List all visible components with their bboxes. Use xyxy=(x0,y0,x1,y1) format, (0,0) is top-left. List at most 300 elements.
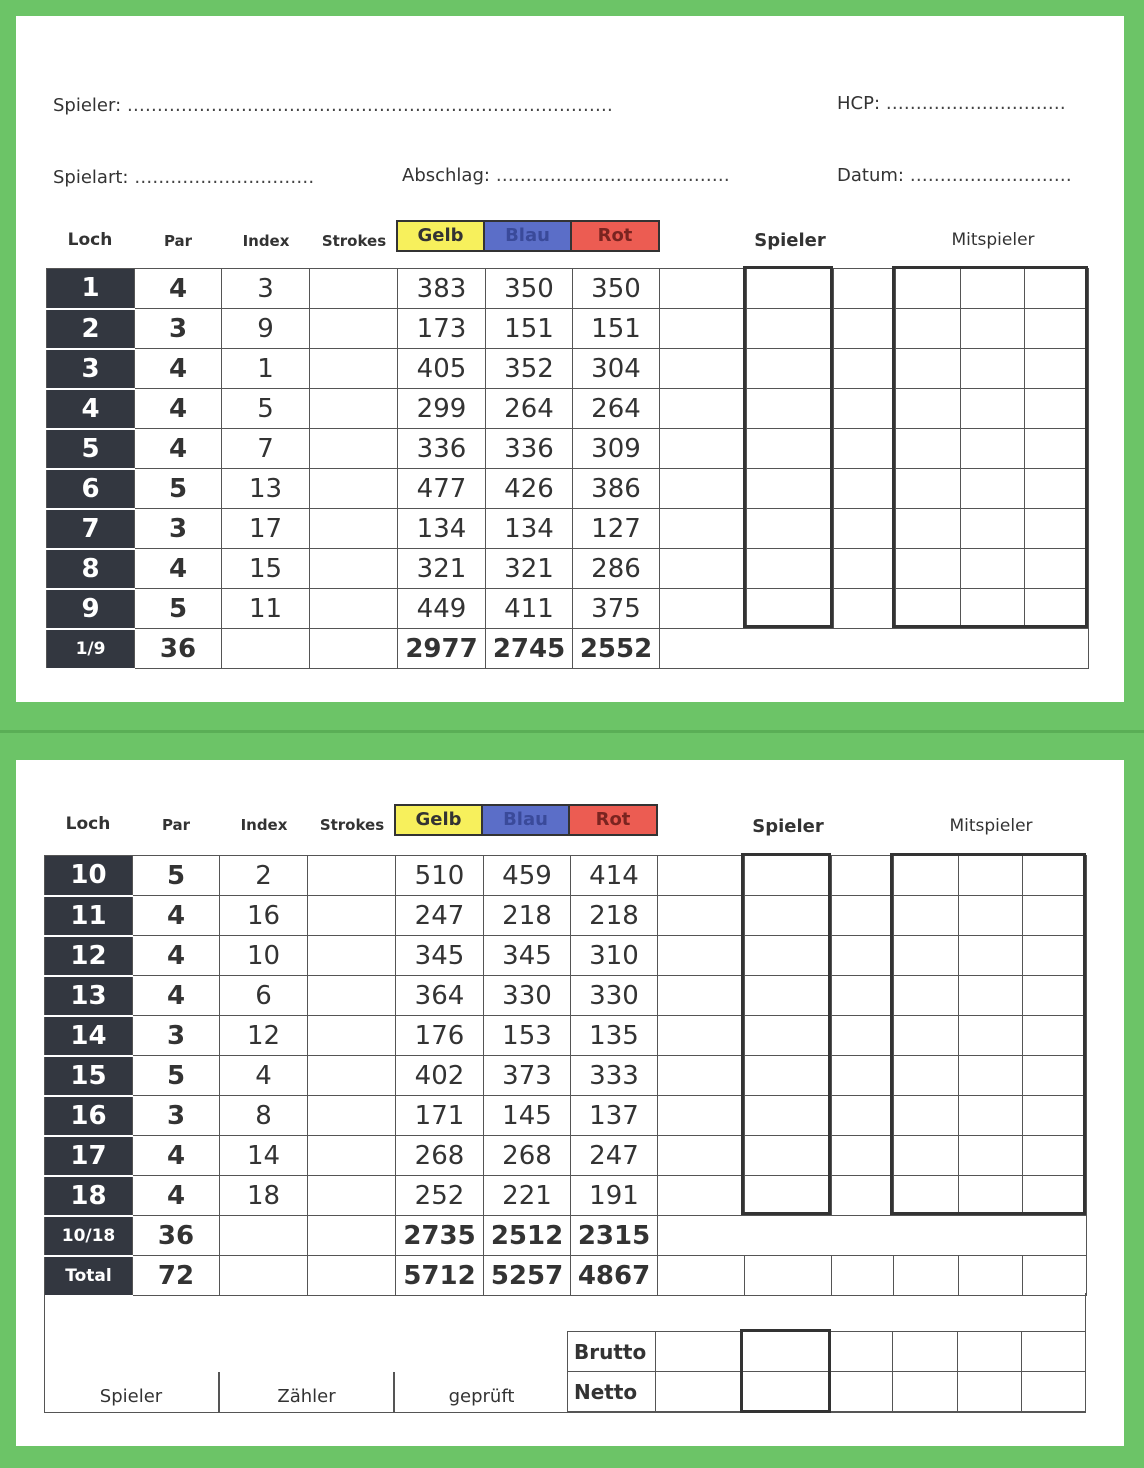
yellow-distance: 299 xyxy=(398,389,486,429)
extra-score-cell[interactable] xyxy=(832,1176,894,1216)
total-par: 72 xyxy=(133,1256,220,1296)
strokes-cell[interactable] xyxy=(308,896,396,936)
extra-score-cell[interactable] xyxy=(832,896,894,936)
mitspieler-score-cell[interactable] xyxy=(896,429,961,469)
mitspieler-score-cell[interactable] xyxy=(896,309,961,349)
blue-distance: 221 xyxy=(484,1176,571,1216)
par-value: 5 xyxy=(133,1056,220,1096)
total-row xyxy=(45,1216,1087,1256)
strokes-cell[interactable] xyxy=(308,1136,396,1176)
mitspieler-score-cell[interactable] xyxy=(894,1016,959,1056)
mitspieler-score-cell[interactable] xyxy=(1025,509,1089,549)
total-par: 36 xyxy=(133,1216,220,1256)
par-value: 4 xyxy=(133,976,220,1016)
score-cell[interactable] xyxy=(656,1332,743,1372)
scorecard-back-nine xyxy=(16,760,1124,1446)
spieler-score-cell[interactable] xyxy=(747,389,834,429)
hole-number: 9 xyxy=(47,589,135,629)
col-par: Par xyxy=(161,816,191,834)
mitspieler-score-cell[interactable] xyxy=(959,1056,1023,1096)
signature-geprueft[interactable]: geprüft xyxy=(448,1386,515,1407)
hole-number: 18 xyxy=(45,1176,133,1216)
total-yellow: 2735 xyxy=(396,1216,484,1256)
tee-yellow-header: Gelb xyxy=(396,220,485,252)
yellow-distance: 405 xyxy=(398,349,486,389)
index-value: 13 xyxy=(222,469,310,509)
mitspieler-score-cell[interactable] xyxy=(959,1016,1023,1056)
mitspieler-score-cell[interactable] xyxy=(1023,1176,1087,1216)
red-distance: 310 xyxy=(571,936,658,976)
hole-row xyxy=(45,856,1087,896)
score-cell[interactable] xyxy=(1021,1372,1085,1412)
red-distance: 247 xyxy=(571,1136,658,1176)
hole-number: 8 xyxy=(47,549,135,589)
col-spieler: Spieler xyxy=(754,230,826,251)
index-value: 1 xyxy=(222,349,310,389)
blank-cell xyxy=(660,429,747,469)
col-spieler: Spieler xyxy=(752,816,824,837)
brutto-row xyxy=(568,1332,1086,1372)
extra-score-cell[interactable] xyxy=(834,509,896,549)
yellow-distance: 402 xyxy=(396,1056,484,1096)
mitspieler-score-cell[interactable] xyxy=(961,309,1025,349)
strokes-cell[interactable] xyxy=(310,349,398,389)
mitspieler-score-cell[interactable] xyxy=(896,509,961,549)
mitspieler-score-cell[interactable] xyxy=(1023,976,1087,1016)
mitspieler-score-cell[interactable] xyxy=(961,469,1025,509)
mitspieler-score-cell[interactable] xyxy=(894,976,959,1016)
spieler-score-cell[interactable] xyxy=(745,1176,832,1216)
mitspieler-score-cell[interactable] xyxy=(961,349,1025,389)
extra-score-cell[interactable] xyxy=(834,469,896,509)
score-cell[interactable] xyxy=(656,1372,743,1412)
netto-label: Netto xyxy=(568,1372,656,1412)
blank-cell xyxy=(658,896,745,936)
spieler-label: Spieler: xyxy=(53,95,122,116)
spieler-score-cell[interactable] xyxy=(747,589,834,629)
strokes-cell[interactable] xyxy=(308,1176,396,1216)
total-blue: 2745 xyxy=(486,629,573,669)
strokes-cell[interactable] xyxy=(310,309,398,349)
blank-cell xyxy=(658,1096,745,1136)
tee-blue-header: Blau xyxy=(483,220,572,252)
blank-cell xyxy=(658,1016,745,1056)
mitspieler-score-cell[interactable] xyxy=(961,269,1025,309)
red-distance: 135 xyxy=(571,1016,658,1056)
yellow-distance: 383 xyxy=(398,269,486,309)
blank-cell xyxy=(660,309,747,349)
col-strokes: Strokes xyxy=(321,232,387,250)
index-value: 4 xyxy=(220,1056,308,1096)
mitspieler-score-cell[interactable] xyxy=(896,589,961,629)
yellow-distance: 252 xyxy=(396,1176,484,1216)
score-cell[interactable] xyxy=(957,1372,1021,1412)
mitspieler-score-cell[interactable] xyxy=(1023,936,1087,976)
index-value: 11 xyxy=(222,589,310,629)
mitspieler-score-cell[interactable] xyxy=(896,549,961,589)
red-distance: 218 xyxy=(571,896,658,936)
hole-number: 5 xyxy=(47,429,135,469)
par-value: 4 xyxy=(133,1176,220,1216)
yellow-distance: 477 xyxy=(398,469,486,509)
netto-row xyxy=(568,1372,1086,1412)
extra-score-cell[interactable] xyxy=(832,1136,894,1176)
total-extra-cell[interactable] xyxy=(832,1256,894,1296)
hole-row xyxy=(47,349,1089,389)
mitspieler-score-cell[interactable] xyxy=(959,1176,1023,1216)
red-distance: 333 xyxy=(571,1056,658,1096)
total-label: 10/18 xyxy=(45,1216,133,1256)
total-yellow: 5712 xyxy=(396,1256,484,1296)
datum-label: Datum: xyxy=(837,165,904,186)
tee-blue-header: Blau xyxy=(481,804,570,836)
mitspieler-score-cell[interactable] xyxy=(1025,309,1089,349)
spieler-score-cell[interactable] xyxy=(747,309,834,349)
mitspieler-score-cell[interactable] xyxy=(961,549,1025,589)
par-value: 5 xyxy=(135,469,222,509)
strokes-cell[interactable] xyxy=(308,1096,396,1136)
par-value: 4 xyxy=(135,269,222,309)
hcp-field[interactable] xyxy=(837,93,1066,114)
spieler-score-cell[interactable] xyxy=(745,856,832,896)
hole-number: 14 xyxy=(45,1016,133,1056)
yellow-distance: 364 xyxy=(396,976,484,1016)
spieler-score-cell[interactable] xyxy=(745,1136,832,1176)
hole-row xyxy=(45,896,1087,936)
hole-number: 16 xyxy=(45,1096,133,1136)
blue-distance: 321 xyxy=(486,549,573,589)
front-nine-table xyxy=(46,268,1089,670)
strokes-cell[interactable] xyxy=(310,549,398,589)
par-value: 4 xyxy=(135,389,222,429)
score-cell[interactable] xyxy=(892,1332,957,1372)
yellow-distance: 268 xyxy=(396,1136,484,1176)
spielart-label: Spielart: xyxy=(53,167,129,188)
mitspieler-score-cell[interactable] xyxy=(1023,1016,1087,1056)
col-mitspieler: Mitspieler xyxy=(949,816,1033,836)
hole-row xyxy=(45,1136,1087,1176)
extra-score-cell[interactable] xyxy=(834,429,896,469)
brutto-netto-table xyxy=(567,1331,1086,1412)
index-value: 17 xyxy=(222,509,310,549)
index-value: 18 xyxy=(220,1176,308,1216)
column-header-row-back xyxy=(44,804,1104,838)
blank-span xyxy=(658,1216,1087,1256)
mitspieler-score-cell[interactable] xyxy=(961,389,1025,429)
blank-cell xyxy=(660,349,747,389)
spieler-score-cell[interactable] xyxy=(745,936,832,976)
score-cell[interactable] xyxy=(830,1372,892,1412)
red-distance: 304 xyxy=(573,349,660,389)
strokes-cell[interactable] xyxy=(308,936,396,976)
datum-field[interactable] xyxy=(837,165,1072,186)
abschlag-field[interactable] xyxy=(402,165,730,186)
strokes-cell[interactable] xyxy=(310,429,398,469)
spieler-score-cell[interactable] xyxy=(745,896,832,936)
mitspieler-score-cell[interactable] xyxy=(894,936,959,976)
tee-red-header: Rot xyxy=(568,804,658,836)
extra-score-cell[interactable] xyxy=(834,269,896,309)
spieler-score-cell[interactable] xyxy=(747,349,834,389)
mitspieler-score-cell[interactable] xyxy=(1023,1056,1087,1096)
hole-row xyxy=(45,936,1087,976)
hole-number: 13 xyxy=(45,976,133,1016)
col-index: Index xyxy=(240,816,288,834)
extra-score-cell[interactable] xyxy=(832,1056,894,1096)
hole-row xyxy=(47,469,1089,509)
blank-span xyxy=(660,629,1089,669)
mitspieler-score-cell[interactable] xyxy=(894,1176,959,1216)
blue-distance: 330 xyxy=(484,976,571,1016)
mitspieler-score-cell[interactable] xyxy=(959,1136,1023,1176)
col-loch: Loch xyxy=(67,230,113,250)
blank-cell xyxy=(660,389,747,429)
mitspieler-score-cell[interactable] xyxy=(896,469,961,509)
total-blue: 5257 xyxy=(484,1256,571,1296)
mitspieler-score-cell[interactable] xyxy=(961,429,1025,469)
back-nine-table xyxy=(44,855,1087,1297)
score-cell[interactable] xyxy=(892,1372,957,1412)
par-value: 3 xyxy=(133,1096,220,1136)
mitspieler-score-cell[interactable] xyxy=(1023,1096,1087,1136)
blank-cell xyxy=(660,549,747,589)
mitspieler-score-cell[interactable] xyxy=(1023,1136,1087,1176)
hole-row xyxy=(45,1096,1087,1136)
total-index-blank xyxy=(220,1256,308,1296)
index-value: 8 xyxy=(220,1096,308,1136)
score-cell[interactable] xyxy=(743,1332,830,1372)
par-value: 5 xyxy=(133,856,220,896)
scorecard-front-nine xyxy=(16,16,1124,702)
signature-zaehler[interactable]: Zähler xyxy=(277,1386,336,1407)
extra-score-cell[interactable] xyxy=(832,976,894,1016)
hcp-label: HCP: xyxy=(837,93,881,114)
mitspieler-score-cell[interactable] xyxy=(959,856,1023,896)
index-value: 14 xyxy=(220,1136,308,1176)
hole-row xyxy=(47,269,1089,309)
total-label: Total xyxy=(45,1256,133,1296)
red-distance: 330 xyxy=(571,976,658,1016)
strokes-cell[interactable] xyxy=(310,389,398,429)
spieler-score-cell[interactable] xyxy=(745,1056,832,1096)
extra-score-cell[interactable] xyxy=(832,1096,894,1136)
blue-distance: 411 xyxy=(486,589,573,629)
spielart-field[interactable] xyxy=(53,167,314,188)
spieler-score-cell[interactable] xyxy=(747,469,834,509)
mitspieler-score-cell[interactable] xyxy=(1025,429,1089,469)
col-strokes: Strokes xyxy=(319,816,385,834)
col-mitspieler: Mitspieler xyxy=(951,230,1035,250)
extra-score-cell[interactable] xyxy=(834,309,896,349)
extra-score-cell[interactable] xyxy=(834,549,896,589)
index-value: 3 xyxy=(222,269,310,309)
score-cell[interactable] xyxy=(957,1332,1021,1372)
yellow-distance: 345 xyxy=(396,936,484,976)
hole-row xyxy=(45,1016,1087,1056)
spieler-score-cell[interactable] xyxy=(745,1016,832,1056)
score-cell[interactable] xyxy=(743,1372,830,1412)
spieler-score-cell[interactable] xyxy=(745,976,832,1016)
index-value: 2 xyxy=(220,856,308,896)
red-distance: 375 xyxy=(573,589,660,629)
red-distance: 414 xyxy=(571,856,658,896)
mitspieler-score-cell[interactable] xyxy=(1025,269,1089,309)
blue-distance: 426 xyxy=(486,469,573,509)
yellow-distance: 449 xyxy=(398,589,486,629)
tee-yellow-header: Gelb xyxy=(394,804,483,836)
blank-cell xyxy=(660,469,747,509)
red-distance: 191 xyxy=(571,1176,658,1216)
spieler-score-cell[interactable] xyxy=(747,429,834,469)
col-index: Index xyxy=(242,232,290,250)
hole-row xyxy=(47,389,1089,429)
hole-row xyxy=(47,589,1089,629)
mitspieler-score-cell[interactable] xyxy=(1025,389,1089,429)
tee-red-header: Rot xyxy=(570,220,660,252)
blank-cell xyxy=(658,1176,745,1216)
hole-row xyxy=(47,549,1089,589)
yellow-distance: 176 xyxy=(396,1016,484,1056)
par-value: 4 xyxy=(133,896,220,936)
red-distance: 386 xyxy=(573,469,660,509)
hole-row xyxy=(47,309,1089,349)
hole-number: 4 xyxy=(47,389,135,429)
total-index-blank xyxy=(222,629,310,669)
mitspieler-score-cell[interactable] xyxy=(1023,896,1087,936)
mitspieler-score-cell[interactable] xyxy=(896,269,961,309)
spieler-score-cell[interactable] xyxy=(747,549,834,589)
par-value: 4 xyxy=(135,549,222,589)
index-value: 9 xyxy=(222,309,310,349)
total-blue: 2512 xyxy=(484,1216,571,1256)
strokes-cell[interactable] xyxy=(310,269,398,309)
hole-number: 1 xyxy=(47,269,135,309)
mitspieler-score-cell[interactable] xyxy=(1025,349,1089,389)
index-value: 15 xyxy=(222,549,310,589)
mitspieler-score-cell[interactable] xyxy=(959,976,1023,1016)
spieler-score-cell[interactable] xyxy=(747,269,834,309)
hole-row xyxy=(45,1176,1087,1216)
strokes-cell[interactable] xyxy=(308,1016,396,1056)
card-fold-line xyxy=(0,730,1144,733)
blank-cell xyxy=(660,509,747,549)
strokes-cell[interactable] xyxy=(308,856,396,896)
score-cell[interactable] xyxy=(1021,1332,1085,1372)
spieler-score-cell[interactable] xyxy=(747,509,834,549)
index-value: 10 xyxy=(220,936,308,976)
yellow-distance: 510 xyxy=(396,856,484,896)
blank-cell xyxy=(658,976,745,1016)
spieler-field[interactable] xyxy=(53,95,657,116)
par-value: 4 xyxy=(133,1136,220,1176)
total-mitspieler-cell[interactable] xyxy=(1023,1256,1087,1296)
total-mitspieler-cell[interactable] xyxy=(894,1256,959,1296)
total-spieler-cell[interactable] xyxy=(745,1256,832,1296)
yellow-distance: 336 xyxy=(398,429,486,469)
mitspieler-score-cell[interactable] xyxy=(959,936,1023,976)
signature-spieler[interactable]: Spieler xyxy=(99,1386,163,1407)
total-row xyxy=(45,1256,1087,1296)
mitspieler-score-cell[interactable] xyxy=(896,349,961,389)
total-red: 2315 xyxy=(571,1216,658,1256)
red-distance: 137 xyxy=(571,1096,658,1136)
total-strokes-cell[interactable] xyxy=(308,1256,396,1296)
blue-distance: 145 xyxy=(484,1096,571,1136)
mitspieler-score-cell[interactable] xyxy=(896,389,961,429)
strokes-cell[interactable] xyxy=(308,976,396,1016)
strokes-cell[interactable] xyxy=(310,509,398,549)
par-value: 4 xyxy=(133,936,220,976)
extra-score-cell[interactable] xyxy=(832,856,894,896)
total-row xyxy=(47,629,1089,669)
strokes-cell[interactable] xyxy=(308,1056,396,1096)
mitspieler-score-cell[interactable] xyxy=(894,1056,959,1096)
index-value: 6 xyxy=(220,976,308,1016)
hcp-dots: ………………………… xyxy=(885,93,1066,114)
blue-distance: 153 xyxy=(484,1016,571,1056)
blank-cell xyxy=(658,1256,745,1296)
mitspieler-score-cell[interactable] xyxy=(894,1096,959,1136)
extra-score-cell[interactable] xyxy=(832,1016,894,1056)
mitspieler-score-cell[interactable] xyxy=(894,896,959,936)
total-strokes-cell[interactable] xyxy=(310,629,398,669)
index-value: 5 xyxy=(222,389,310,429)
strokes-cell[interactable] xyxy=(310,589,398,629)
col-par: Par xyxy=(163,232,193,250)
total-strokes-cell[interactable] xyxy=(308,1216,396,1256)
mitspieler-score-cell[interactable] xyxy=(1025,589,1089,629)
spieler-score-cell[interactable] xyxy=(745,1096,832,1136)
hole-number: 6 xyxy=(47,469,135,509)
index-value: 16 xyxy=(220,896,308,936)
spielart-dots: ………………………… xyxy=(134,167,315,188)
blank-cell xyxy=(660,589,747,629)
index-value: 12 xyxy=(220,1016,308,1056)
par-value: 4 xyxy=(135,349,222,389)
red-distance: 151 xyxy=(573,309,660,349)
mitspieler-score-cell[interactable] xyxy=(959,896,1023,936)
extra-score-cell[interactable] xyxy=(832,936,894,976)
total-par: 36 xyxy=(135,629,222,669)
red-distance: 350 xyxy=(573,269,660,309)
mitspieler-score-cell[interactable] xyxy=(894,856,959,896)
extra-score-cell[interactable] xyxy=(834,389,896,429)
red-distance: 127 xyxy=(573,509,660,549)
blue-distance: 336 xyxy=(486,429,573,469)
mitspieler-score-cell[interactable] xyxy=(959,1096,1023,1136)
mitspieler-score-cell[interactable] xyxy=(1025,469,1089,509)
red-distance: 264 xyxy=(573,389,660,429)
total-index-blank xyxy=(220,1216,308,1256)
hole-row xyxy=(47,509,1089,549)
mitspieler-score-cell[interactable] xyxy=(961,589,1025,629)
hole-number: 10 xyxy=(45,856,133,896)
mitspieler-score-cell[interactable] xyxy=(961,509,1025,549)
total-mitspieler-cell[interactable] xyxy=(959,1256,1023,1296)
extra-score-cell[interactable] xyxy=(834,349,896,389)
extra-score-cell[interactable] xyxy=(834,589,896,629)
column-header-row xyxy=(46,220,1106,254)
mitspieler-score-cell[interactable] xyxy=(894,1136,959,1176)
hole-number: 3 xyxy=(47,349,135,389)
yellow-distance: 247 xyxy=(396,896,484,936)
blank-cell xyxy=(658,1056,745,1096)
mitspieler-score-cell[interactable] xyxy=(1023,856,1087,896)
mitspieler-score-cell[interactable] xyxy=(1025,549,1089,589)
score-cell[interactable] xyxy=(830,1332,892,1372)
yellow-distance: 171 xyxy=(396,1096,484,1136)
strokes-cell[interactable] xyxy=(310,469,398,509)
